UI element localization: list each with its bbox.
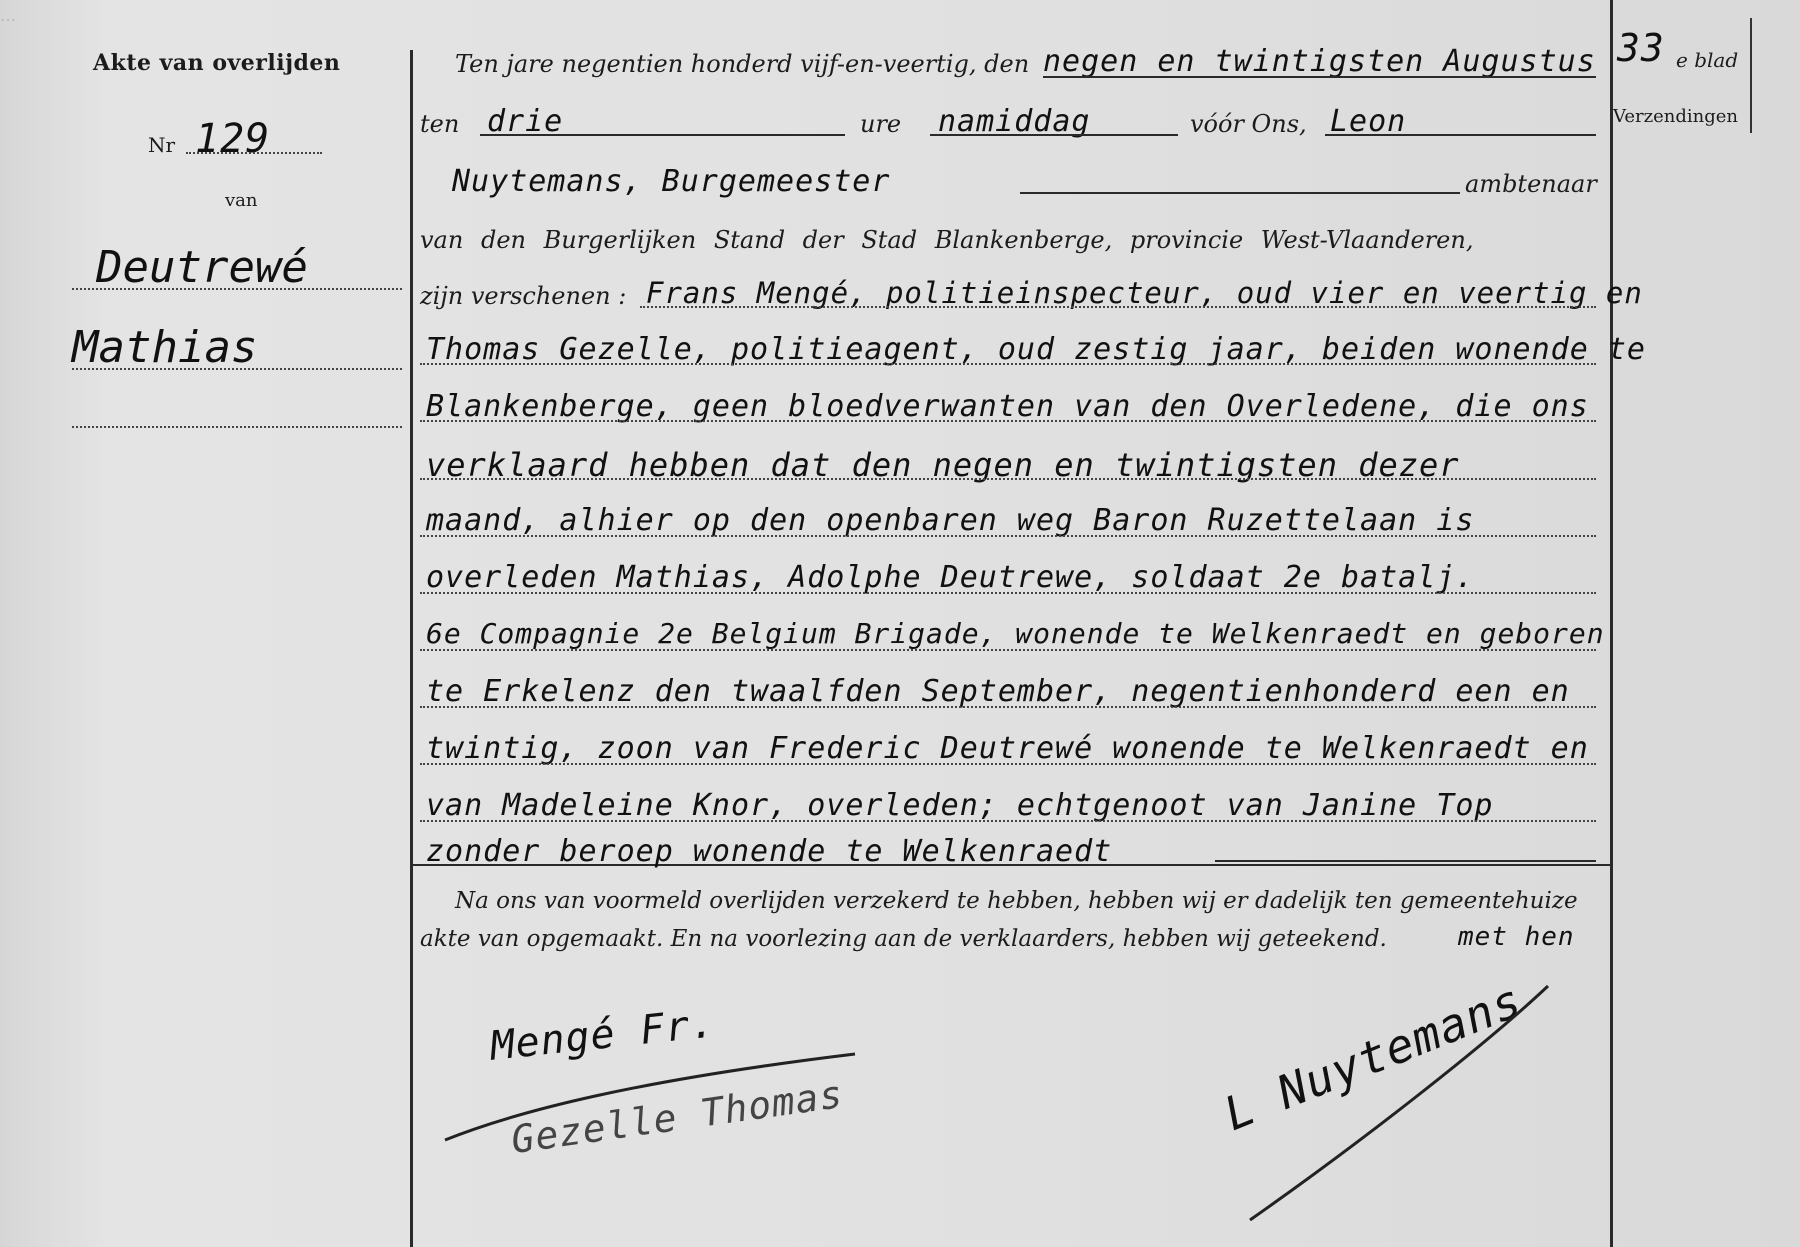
blad-label: e blad: [1676, 48, 1739, 72]
deceased-given-name: Mathias: [72, 322, 258, 373]
closing-handwritten: met hen: [1458, 922, 1575, 952]
line13-handwritten: twintig, zoon van Frederic Deutrewé wonende te Welkenraedt en: [426, 731, 1589, 766]
given-name-dotted-line: [72, 368, 402, 370]
deceased-surname: Deutrewé: [96, 242, 308, 293]
line2-ure: ure: [860, 110, 902, 138]
signature-nuytemans: L Nuytemans: [1216, 972, 1530, 1142]
line11-handwritten: 6e Compagnie 2e Belgium Brigade, wonende te Welkenraedt en geboren: [426, 617, 1605, 650]
line5-handwritten: Frans Mengé, politieinspecteur, oud vier en veertig en: [646, 276, 1643, 310]
verzendingen-label: Verzendingen: [1613, 106, 1738, 127]
line8-dots: [420, 478, 1596, 480]
line8-handwritten: verklaard hebben dat den negen en twintigsten dezer: [426, 446, 1460, 484]
line12-handwritten: te Erkelenz den twaalfden September, negentienhonderd een en: [426, 674, 1570, 709]
line1-rule: [1043, 76, 1596, 78]
line13-dots: [420, 763, 1596, 765]
line6-handwritten: Thomas Gezelle, politieagent, oud zestig jaar, beiden wonende te: [426, 332, 1646, 367]
signature-gezelle: Gezelle Thomas: [508, 1071, 846, 1163]
number-dotted-line: [186, 152, 322, 154]
line2-rule-a: [480, 134, 845, 136]
line7-dots: [420, 420, 1596, 422]
number-label: Nr: [148, 133, 176, 157]
margin-bracket: [1750, 18, 1752, 133]
closing-line1: Na ons van voormeld overlijden verzekerd te hebben, hebben wij er dadelijk ten gemeentehuize: [455, 888, 1578, 914]
line10-handwritten: overleden Mathias, Adolphe Deutrewe, soldaat 2e batalj.: [426, 560, 1475, 595]
line2-voor-ons: vóór Ons,: [1190, 110, 1307, 138]
line2-hour: drie: [487, 104, 564, 139]
line15-rule: [1215, 860, 1596, 862]
line3-printed: ambtenaar: [1465, 170, 1597, 198]
line2-firstname: Leon: [1330, 104, 1407, 139]
line2-rule-b: [930, 134, 1178, 136]
nuytemans-flourish: [1230, 980, 1560, 1240]
record-number: 129: [195, 116, 271, 162]
line15-handwritten: zonder beroep wonende te Welkenraedt: [426, 834, 1113, 869]
right-margin-divider: [1610, 0, 1613, 1247]
line4-printed: van den Burgerlijken Stand der Stad Blankenberge, provincie West-Vlaanderen,: [420, 226, 1474, 254]
line2-period: namiddag: [938, 104, 1091, 139]
closing-line2: akte van opgemaakt. En na voorlezing aan de verklaarders, hebben wij geteekend.: [420, 926, 1387, 952]
line3-rule: [1020, 192, 1460, 194]
blank-dotted-line: [72, 426, 402, 428]
blad-number: 33: [1617, 26, 1665, 70]
line5-dots: [640, 306, 1596, 308]
signature-menge: Mengé Fr.: [488, 1000, 718, 1070]
line1-handwritten: negen en twintigsten Augustus: [1043, 44, 1596, 79]
line12-dots: [420, 706, 1596, 708]
line2-ten: ten: [420, 110, 460, 138]
line2-rule-c: [1325, 134, 1596, 136]
line14-handwritten: van Madeleine Knor, overleden; echtgenoot van Janine Top: [426, 788, 1494, 823]
line1-printed: Ten jare negentien honderd vijf-en-veertig, den: [455, 50, 1030, 78]
line14-dots: [420, 820, 1596, 822]
line7-handwritten: Blankenberge, geen bloedverwanten van den Overledene, die ons: [426, 389, 1589, 424]
line6-dots: [420, 363, 1596, 365]
surname-dotted-line: [72, 288, 402, 290]
line3-handwritten: Nuytemans, Burgemeester: [452, 164, 891, 199]
ghost-text: …: [0, 6, 16, 25]
line9-dots: [420, 535, 1596, 537]
van-label: van: [225, 190, 258, 211]
line9-handwritten: maand, alhier op den openbaren weg Baron Ruzettelaan is: [426, 503, 1475, 538]
line11-dots: [420, 649, 1596, 651]
line5-printed: zijn verschenen :: [420, 282, 627, 310]
left-column-divider: [410, 50, 413, 1247]
line10-dots: [420, 592, 1596, 594]
record-heading: Akte van overlijden: [93, 50, 341, 76]
